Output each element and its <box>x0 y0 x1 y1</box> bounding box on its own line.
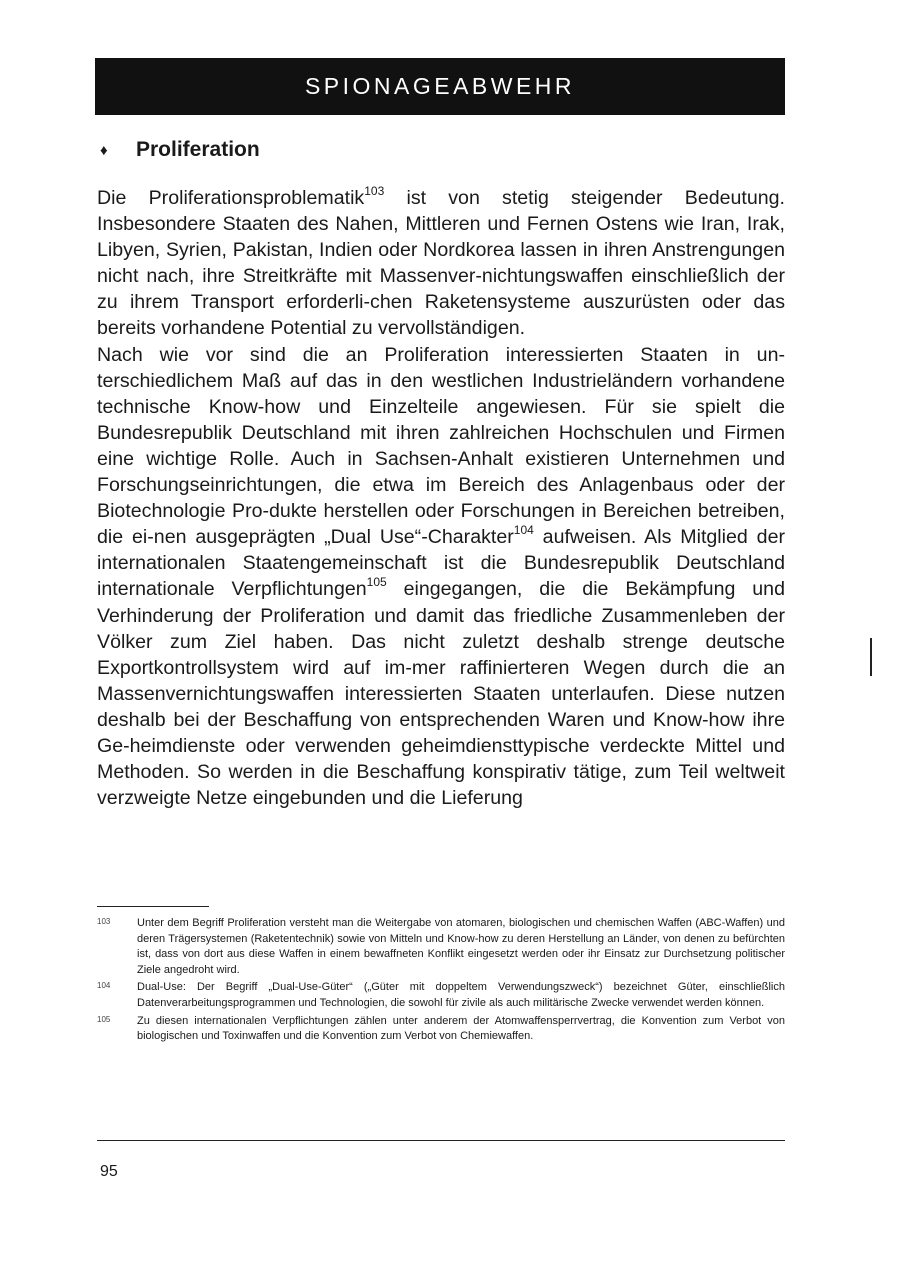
footnote-text: Unter dem Begriff Proliferation versteht man die Weitergabe von atomaren, biologischen und chemischen Waffen (ABC-Waffen) und deren Trägersystemen (Raketentechnik) sowie von Mitteln und Know-how zu deren Herstellung an Länder, von denen zu befürchten ist, dass von dort aus diese Waffen in einem bewaffneten Konflikt eingesetzt werden oder ihr Einsatz zur Durchsetzung politischer Ziele angedroht wird. <box>137 917 785 976</box>
footnote-ref-104[interactable]: 104 <box>513 523 534 538</box>
footnote-text: Dual-Use: Der Begriff „Dual-Use-Güter“ („Güter mit doppeltem Verwendungszweck“) bezeichnet Güter, einschließlich Datenverarbeitungsprogrammen und Technologien, die sowohl für zivile als auch militärische Zwecke verwendet werden können. <box>137 981 785 1009</box>
footnote-separator <box>97 906 209 907</box>
body-text <box>97 185 785 811</box>
footnote-104 <box>97 980 785 1011</box>
footnotes <box>97 916 785 1047</box>
footnote-ref-105[interactable]: 105 <box>366 575 387 590</box>
footnote-text: Zu diesen internationalen Verpflichtungen zählen unter anderem der Atomwaffensperrvertrag, die Konvention zum Verbot von biologischen und Toxinwaffen und die Konvention zum Verbot von Chemiewaffen. <box>137 1014 785 1043</box>
page-number: 95 <box>100 1163 118 1180</box>
diamond-bullet-icon: ♦ <box>100 141 108 159</box>
paragraph-2-text-a: Nach wie vor sind die an Proliferation interessierten Staaten in un-terschiedlichem Maß auf das in den westlichen Industrieländern vorhandene technische Know-how und Einzelteile angewiesen. Für sie spielt die Bundesrepublik Deutschland mit ihren zahlreichen Hochschulen und Firmen eine wichtige Rolle. Auch in Sachsen-Anhalt existieren Unternehmen und Forschungseinrichtungen, die etwa im Bereich des Anlagenbaus oder der Biotechnologie Pro-dukte herstellen oder Forschungen in Bereichen betreiben, die ei-nen ausgeprägten „Dual Use“-Charakter <box>97 343 785 549</box>
chapter-header-bar <box>95 58 785 115</box>
paragraph-2-text-c: eingegangen, die die Bekämpfung und Verhinderung der Proliferation und damit das friedliche Zusammenleben der Völker zum Ziel haben. Das nicht zuletzt deshalb strenge deutsche Exportkontrollsystem wird auf im-mer raffinierteren Wegen durch die an Massenvernichtungswaffen interessierten Staaten unterlaufen. Diese nutzen deshalb bei der Beschaffung von entsprechenden Waren und Know-how ihre Ge-heimdienste oder verwenden geheimdiensttypische verdeckte Mittel und Methoden. So werden in die Beschaffung konspirativ tätige, zum Teil weltweit verzweigte Netze eingebunden und die Lieferung <box>97 578 785 810</box>
section-heading <box>100 138 260 162</box>
footnote-103 <box>97 916 785 978</box>
footer-rule <box>97 1140 785 1141</box>
footnote-ref-103[interactable]: 103 <box>364 184 385 198</box>
paragraph-2-text-b: aufweisen. Als Mitglied der internationalen Staatengemeinschaft ist die Bundesrepublik Deutschland internationale Verpflichtungen <box>97 526 785 601</box>
footnote-number: 105 <box>97 1014 111 1024</box>
footnote-number: 103 <box>97 917 111 926</box>
margin-change-bar <box>870 638 872 676</box>
chapter-title: SPIONAGEABWEHR <box>304 73 576 99</box>
paragraph-1-text-b: ist von stetig steigender Bedeutung. Insbesondere Staaten des Nahen, Mittleren und Fernen Ostens wie Iran, Irak, Libyen, Syrien, Pakistan, Indien oder Nordkorea lassen in ihren Anstrengungen nicht nach, ihre Streitkräfte mit Massenver-nichtungswaffen einschließlich der zu ihrem Transport erforderli-chen Raketensysteme auszurüsten oder das bereits vorhandene Potential zu vervollständigen. <box>97 187 785 340</box>
paragraph-1-text-a: Die Proliferationsproblematik <box>97 187 365 209</box>
paragraph-2 <box>97 342 785 812</box>
section-heading-text: Proliferation <box>136 138 260 161</box>
footnote-105 <box>97 1014 785 1045</box>
footnote-number: 104 <box>97 981 111 991</box>
paragraph-1 <box>97 185 785 342</box>
